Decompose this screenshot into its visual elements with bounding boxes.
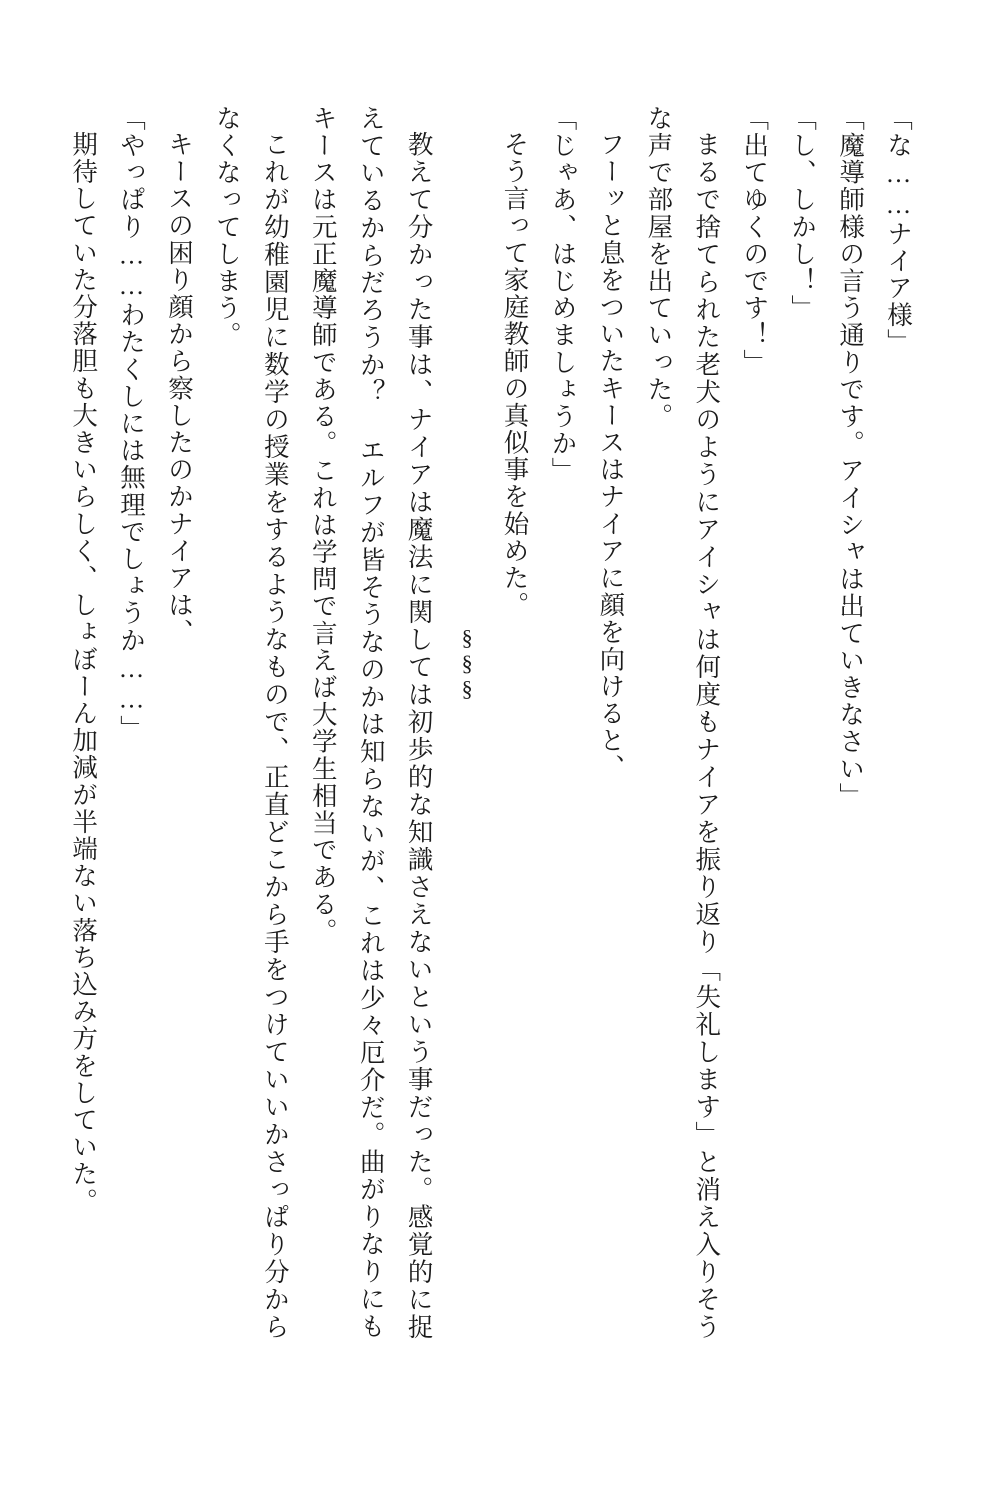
scene-break-separator	[443, 105, 491, 1340]
paragraph: フーッと息をついたキースはナイアに顔を向けると、	[596, 130, 626, 781]
paragraph: 「じゃあ、はじめましょうか」	[548, 105, 578, 485]
paragraph: 「出てゆくのです！」	[740, 105, 770, 376]
vertical-text-body	[67, 105, 922, 1340]
paragraph: 「し、しかし！」	[788, 105, 818, 322]
paragraph: 期待していた分落胆も大きいらしく、しょぼーん加減が半端ない落ち込み方をしていた。	[69, 130, 99, 1215]
paragraph: まるで捨てられた老犬のようにアイシャは何度もナイアを振り返り「失礼します」と消え入りそうな声で部屋を出ていった。	[644, 105, 722, 1340]
paragraph: 「やっぱり……わたくしには無理でしょうか……」	[117, 105, 146, 743]
paragraph: そう言って家庭教師の真似事を始めた。	[500, 130, 530, 619]
paragraph: 「魔導師様の言う通りです。アイシャは出ていきなさい」	[836, 105, 866, 810]
paragraph: 「な……ナイア様」	[884, 105, 913, 356]
section-mark: §§§	[454, 625, 480, 702]
paragraph: キースの困り顔から察したのかナイアは、	[164, 130, 194, 646]
paragraph: 教えて分かった事は、ナイアは魔法に関しては初歩的な知識さえないという事だった。感覚的に捉えているからだろうか？ エルフが皆そうなのかは知らないが、これは少々厄介だ。曲がりなりにもキースは元正魔導師である。これは学問で言えば大学生相当である。	[308, 105, 434, 1340]
paragraph: これが幼稚園児に数学の授業をするようなもので、正直どこから手をつけていいかさっぱり分からなくなってしまう。	[212, 105, 290, 1340]
